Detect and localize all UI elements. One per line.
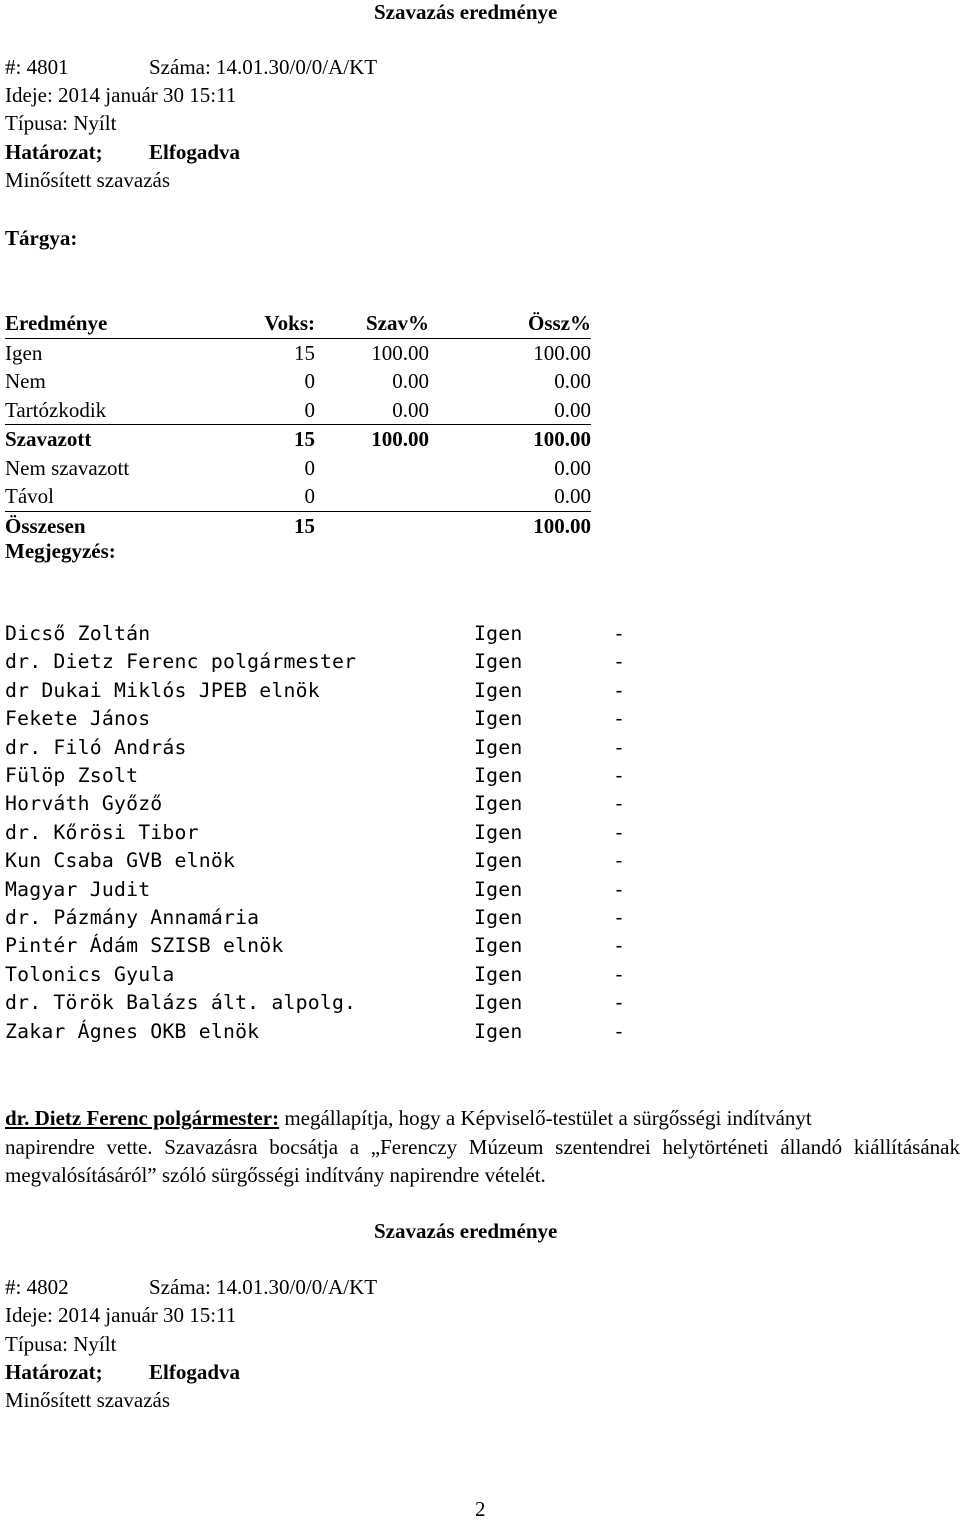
vote-number-line	[5, 53, 378, 82]
voter-mark: -	[613, 906, 626, 929]
result-row-osszesen	[5, 511, 591, 540]
voter-vote: Igen	[474, 820, 523, 844]
vote-number: #: 4801	[5, 55, 69, 79]
vote-hatarozat-2	[5, 1358, 241, 1387]
voter-row	[5, 762, 625, 790]
voter-vote: Igen	[474, 877, 523, 901]
voter-vote: Igen	[474, 678, 523, 702]
speaker-name: dr. Dietz Ferenc polgármester:	[5, 1106, 280, 1130]
hatarozat-value: Elfogadva	[149, 1360, 241, 1384]
result-row-tartozkodik	[5, 396, 591, 425]
vote-result-heading-2: Szavazás eredménye	[374, 1219, 558, 1243]
voter-vote: Igen	[474, 849, 523, 873]
voter-row	[5, 734, 625, 762]
voter-name: Tolonics Gyula	[5, 962, 175, 986]
voter-row	[5, 790, 625, 818]
result-voks: 15	[294, 427, 315, 451]
voter-row	[5, 819, 625, 847]
result-voks: 15	[294, 340, 315, 365]
voter-mark: -	[613, 1019, 626, 1043]
vote-minosites: Minősített szavazás	[5, 168, 171, 192]
vote-number-line-2	[5, 1273, 378, 1302]
voter-mark: -	[613, 820, 626, 844]
result-ossz: 0.00	[554, 455, 591, 480]
result-row-nem	[5, 367, 591, 396]
voter-row	[5, 847, 625, 875]
vote-minosites-2: Minősített szavazás	[5, 1388, 171, 1412]
result-ossz: 100.00	[533, 340, 591, 365]
voter-vote: Igen	[474, 962, 523, 986]
voter-name: Dicső Zoltán	[5, 622, 151, 645]
result-row-tavol	[5, 482, 591, 511]
result-ossz: 0.00	[429, 396, 591, 425]
vote-hatarozat	[5, 138, 241, 167]
voter-mark: -	[613, 991, 626, 1015]
vote-number: #: 4802	[5, 1275, 69, 1299]
announcement-rest: napirendre vette. Szavazásra bocsátja a „Ferenczy Múzeum szentendrei helytörténeti állandó kiállításának megvalósításáról” szóló sürgősségi indítvány napirendre vételét.	[5, 1134, 960, 1187]
hatarozat-label: Határozat;	[5, 1360, 103, 1384]
voter-mark: -	[613, 735, 626, 759]
voter-row	[5, 1018, 625, 1046]
result-voks: 0	[304, 455, 315, 480]
result-row-nem-szavazott	[5, 454, 591, 483]
result-szav: 0.00	[392, 369, 429, 393]
result-ossz: 100.00	[533, 513, 591, 538]
voter-row	[5, 620, 625, 648]
voter-vote: Igen	[474, 735, 523, 759]
voter-mark: -	[613, 877, 626, 901]
hatarozat-label: Határozat;	[5, 140, 103, 164]
results-table	[5, 309, 591, 540]
vote-tipusa: Típusa: Nyílt	[5, 111, 117, 135]
voter-mark: -	[613, 707, 626, 731]
voter-mark: -	[613, 934, 626, 958]
voter-vote: Igen	[474, 707, 523, 731]
result-szav	[315, 454, 429, 483]
announcement-line1: megállapítja, hogy a Képviselő-testület a sürgősségi indítványt	[279, 1106, 812, 1130]
result-voks: 0	[304, 369, 315, 393]
voter-row	[5, 932, 625, 960]
result-row-igen	[5, 338, 591, 367]
targya-label: Tárgya:	[5, 226, 78, 250]
result-label: Igen	[5, 340, 43, 365]
results-header-row	[5, 309, 591, 338]
voter-mark: -	[613, 962, 626, 986]
voter-vote: Igen	[474, 622, 523, 645]
voter-vote: Igen	[474, 650, 523, 674]
voter-name: Horváth Győző	[5, 792, 163, 816]
result-szav: 100.00	[371, 340, 429, 365]
result-row-szavazott	[5, 425, 591, 454]
voter-row	[5, 989, 625, 1017]
voter-name: Fülöp Zsolt	[5, 764, 139, 787]
voter-vote: Igen	[474, 792, 523, 816]
voter-vote: Igen	[474, 991, 523, 1015]
voter-name: dr. Dietz Ferenc polgármester	[5, 650, 357, 674]
voter-mark: -	[613, 792, 626, 816]
voter-row	[5, 648, 625, 676]
vote-ideje: Ideje: 2014 január 30 15:11	[5, 83, 237, 107]
result-label: Szavazott	[5, 427, 92, 451]
result-voks: 0	[235, 396, 315, 425]
voter-name: dr. Filó András	[5, 735, 187, 759]
result-voks: 15	[294, 513, 315, 538]
result-label: Nem	[5, 369, 46, 393]
vote-szama: Száma: 14.01.30/0/0/A/KT	[149, 1275, 378, 1299]
voter-vote: Igen	[474, 1019, 523, 1043]
result-ossz: 100.00	[533, 427, 591, 451]
header-szav: Szav%	[315, 309, 429, 338]
vote-ideje-2: Ideje: 2014 január 30 15:11	[5, 1303, 237, 1327]
voter-vote: Igen	[474, 934, 523, 958]
voter-name: Zakar Ágnes OKB elnök	[5, 1019, 260, 1043]
megjegyzes-label: Megjegyzés:	[5, 539, 116, 563]
voter-mark: -	[613, 764, 626, 787]
result-szav	[315, 482, 429, 511]
voter-vote: Igen	[474, 906, 523, 929]
vote-szama: Száma: 14.01.30/0/0/A/KT	[149, 55, 378, 79]
result-szav	[315, 511, 429, 540]
result-szav: 0.00	[315, 396, 429, 425]
header-ossz: Össz%	[429, 309, 591, 338]
result-label: Tartózkodik	[5, 396, 235, 425]
vote-tipusa-2: Típusa: Nyílt	[5, 1332, 117, 1356]
result-label: Nem szavazott	[5, 455, 130, 480]
voter-name: Fekete János	[5, 707, 151, 731]
voter-mark: -	[613, 650, 626, 674]
vote-result-heading: Szavazás eredménye	[374, 0, 558, 24]
hatarozat-value: Elfogadva	[149, 140, 241, 164]
result-ossz: 0.00	[554, 369, 591, 393]
voter-name: Kun Csaba GVB elnök	[5, 849, 236, 873]
result-label: Összesen	[5, 513, 86, 538]
voter-name: dr. Kőrösi Tibor	[5, 820, 199, 844]
result-ossz: 0.00	[429, 482, 591, 511]
result-voks: 0	[235, 482, 315, 511]
page-number: 2	[475, 1497, 486, 1521]
voter-row	[5, 705, 625, 733]
result-szav: 100.00	[371, 427, 429, 451]
voter-mark: -	[613, 678, 626, 702]
voter-name: dr. Pázmány Annamária	[5, 906, 260, 929]
result-label: Távol	[5, 482, 235, 511]
voter-name: Magyar Judit	[5, 877, 151, 901]
voter-row	[5, 961, 625, 989]
voter-name: dr Dukai Miklós JPEB elnök	[5, 678, 320, 702]
header-voks: Voks:	[235, 309, 315, 338]
voter-mark: -	[613, 622, 626, 645]
voter-row	[5, 876, 625, 904]
voter-row	[5, 677, 625, 705]
voter-name: dr. Török Balázs ált. alpolg.	[5, 991, 357, 1015]
voter-name: Pintér Ádám SZISB elnök	[5, 934, 284, 958]
voter-vote: Igen	[474, 764, 523, 787]
announcement-paragraph	[5, 1104, 960, 1190]
voter-row	[5, 904, 625, 932]
voter-mark: -	[613, 849, 626, 873]
header-eredmenye: Eredménye	[5, 309, 235, 338]
